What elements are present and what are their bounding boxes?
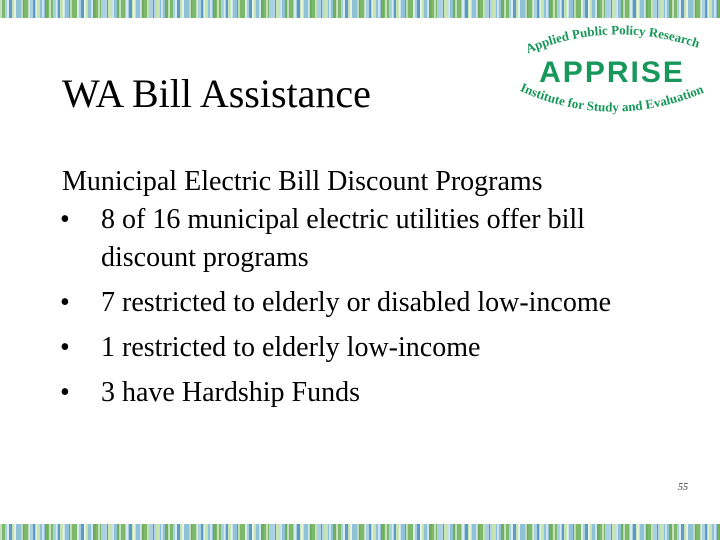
bullet-icon: • <box>60 332 70 363</box>
top-decorative-band <box>0 0 720 18</box>
section-heading: Municipal Electric Bill Discount Programs <box>62 166 543 197</box>
logo-top-text: Applied Public Policy Research <box>523 22 702 57</box>
logo-bottom-text: Institute for Study and Evaluation <box>518 79 706 115</box>
bullet-icon: • <box>60 377 70 408</box>
logo-name: APPRISE <box>539 56 685 89</box>
list-item <box>62 201 682 277</box>
page-number: 55 <box>678 482 688 493</box>
bottom-decorative-band <box>0 524 720 540</box>
bullet-icon: • <box>60 204 70 235</box>
bullet-text: 7 restricted to elderly or disabled low-income <box>101 287 612 318</box>
slide-body <box>62 163 682 412</box>
bullet-text: 8 of 16 municipal electric utilities offer bill discount programs <box>101 204 585 273</box>
list-item <box>62 329 682 367</box>
bullet-icon: • <box>60 287 70 318</box>
bullet-text: 1 restricted to elderly low-income <box>101 332 481 363</box>
apprise-logo <box>510 22 714 126</box>
bullet-list <box>62 201 682 412</box>
list-item <box>62 284 682 322</box>
list-item <box>62 374 682 412</box>
slide-title: WA Bill Assistance <box>62 71 371 116</box>
bullet-text: 3 have Hardship Funds <box>101 377 360 408</box>
